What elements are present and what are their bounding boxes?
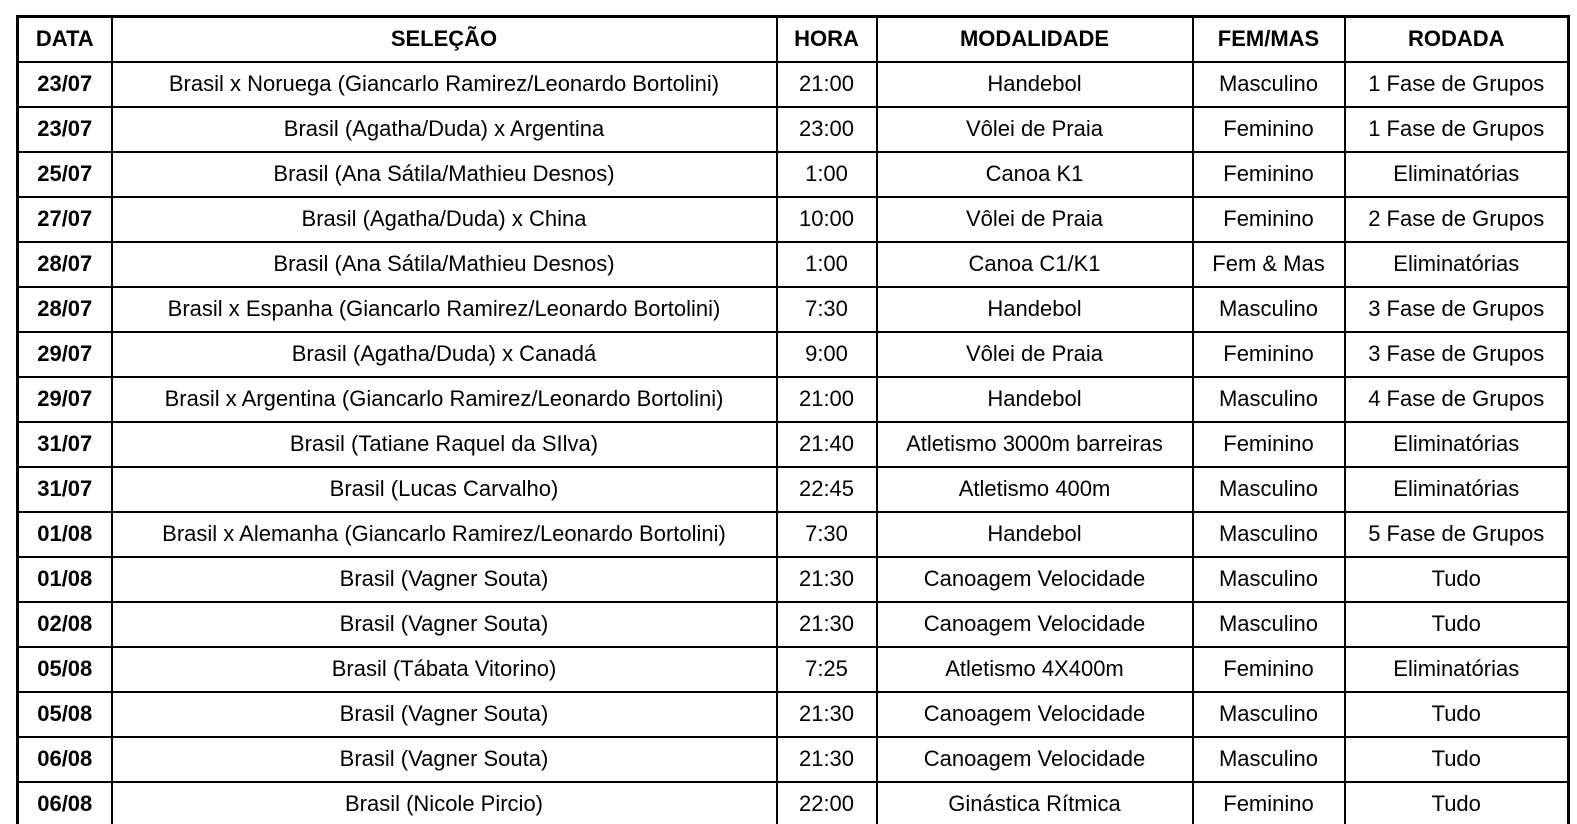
cell-selecao: Brasil (Agatha/Duda) x Argentina bbox=[112, 107, 777, 152]
cell-rodada: 5 Fase de Grupos bbox=[1345, 512, 1569, 557]
cell-modalidade: Canoa K1 bbox=[877, 152, 1193, 197]
cell-selecao: Brasil (Ana Sátila/Mathieu Desnos) bbox=[112, 152, 777, 197]
cell-rodada: Tudo bbox=[1345, 602, 1569, 647]
table-row bbox=[18, 782, 1569, 824]
column-header-data: DATA bbox=[18, 17, 112, 63]
cell-fem_mas: Feminino bbox=[1193, 332, 1345, 377]
cell-rodada: Tudo bbox=[1345, 557, 1569, 602]
cell-rodada: 4 Fase de Grupos bbox=[1345, 377, 1569, 422]
cell-hora: 9:00 bbox=[777, 332, 877, 377]
cell-hora: 1:00 bbox=[777, 152, 877, 197]
table-row bbox=[18, 287, 1569, 332]
cell-modalidade: Handebol bbox=[877, 62, 1193, 107]
cell-fem_mas: Feminino bbox=[1193, 782, 1345, 824]
cell-selecao: Brasil (Tábata Vitorino) bbox=[112, 647, 777, 692]
column-header-hora: HORA bbox=[777, 17, 877, 63]
cell-fem_mas: Masculino bbox=[1193, 557, 1345, 602]
cell-fem_mas: Feminino bbox=[1193, 422, 1345, 467]
cell-date: 06/08 bbox=[18, 782, 112, 824]
cell-fem_mas: Masculino bbox=[1193, 62, 1345, 107]
cell-fem_mas: Feminino bbox=[1193, 152, 1345, 197]
cell-date: 29/07 bbox=[18, 377, 112, 422]
table-row bbox=[18, 557, 1569, 602]
cell-hora: 7:30 bbox=[777, 287, 877, 332]
column-header-selecao: SELEÇÃO bbox=[112, 17, 777, 63]
cell-modalidade: Ginástica Rítmica bbox=[877, 782, 1193, 824]
cell-selecao: Brasil (Lucas Carvalho) bbox=[112, 467, 777, 512]
cell-selecao: Brasil x Alemanha (Giancarlo Ramirez/Leonardo Bortolini) bbox=[112, 512, 777, 557]
cell-fem_mas: Feminino bbox=[1193, 647, 1345, 692]
cell-hora: 22:45 bbox=[777, 467, 877, 512]
cell-selecao: Brasil x Noruega (Giancarlo Ramirez/Leonardo Bortolini) bbox=[112, 62, 777, 107]
cell-selecao: Brasil (Ana Sátila/Mathieu Desnos) bbox=[112, 242, 777, 287]
table-row bbox=[18, 107, 1569, 152]
table-row bbox=[18, 242, 1569, 287]
cell-modalidade: Canoagem Velocidade bbox=[877, 692, 1193, 737]
cell-date: 23/07 bbox=[18, 107, 112, 152]
cell-date: 28/07 bbox=[18, 242, 112, 287]
cell-rodada: Tudo bbox=[1345, 692, 1569, 737]
cell-modalidade: Handebol bbox=[877, 377, 1193, 422]
cell-modalidade: Canoagem Velocidade bbox=[877, 737, 1193, 782]
cell-fem_mas: Masculino bbox=[1193, 512, 1345, 557]
table-row bbox=[18, 647, 1569, 692]
cell-modalidade: Vôlei de Praia bbox=[877, 107, 1193, 152]
table-row bbox=[18, 62, 1569, 107]
cell-fem_mas: Masculino bbox=[1193, 692, 1345, 737]
cell-hora: 7:30 bbox=[777, 512, 877, 557]
table-row bbox=[18, 422, 1569, 467]
cell-date: 01/08 bbox=[18, 512, 112, 557]
table-row bbox=[18, 197, 1569, 242]
cell-fem_mas: Masculino bbox=[1193, 377, 1345, 422]
cell-rodada: Eliminatórias bbox=[1345, 467, 1569, 512]
cell-selecao: Brasil (Vagner Souta) bbox=[112, 737, 777, 782]
cell-date: 01/08 bbox=[18, 557, 112, 602]
cell-date: 23/07 bbox=[18, 62, 112, 107]
cell-date: 29/07 bbox=[18, 332, 112, 377]
cell-fem_mas: Masculino bbox=[1193, 602, 1345, 647]
cell-hora: 21:00 bbox=[777, 377, 877, 422]
cell-fem_mas: Feminino bbox=[1193, 107, 1345, 152]
table-row bbox=[18, 692, 1569, 737]
cell-date: 28/07 bbox=[18, 287, 112, 332]
cell-modalidade: Canoagem Velocidade bbox=[877, 557, 1193, 602]
cell-hora: 7:25 bbox=[777, 647, 877, 692]
cell-modalidade: Vôlei de Praia bbox=[877, 197, 1193, 242]
cell-hora: 21:30 bbox=[777, 557, 877, 602]
cell-date: 06/08 bbox=[18, 737, 112, 782]
cell-selecao: Brasil (Agatha/Duda) x Canadá bbox=[112, 332, 777, 377]
cell-selecao: Brasil (Agatha/Duda) x China bbox=[112, 197, 777, 242]
cell-hora: 21:30 bbox=[777, 737, 877, 782]
cell-modalidade: Handebol bbox=[877, 287, 1193, 332]
cell-modalidade: Atletismo 4X400m bbox=[877, 647, 1193, 692]
column-header-fem-mas: FEM/MAS bbox=[1193, 17, 1345, 63]
cell-hora: 1:00 bbox=[777, 242, 877, 287]
cell-date: 27/07 bbox=[18, 197, 112, 242]
cell-fem_mas: Feminino bbox=[1193, 197, 1345, 242]
column-header-modalidade: MODALIDADE bbox=[877, 17, 1193, 63]
cell-rodada: Tudo bbox=[1345, 782, 1569, 824]
cell-selecao: Brasil (Vagner Souta) bbox=[112, 557, 777, 602]
header-row bbox=[18, 17, 1569, 63]
cell-hora: 22:00 bbox=[777, 782, 877, 824]
cell-date: 31/07 bbox=[18, 467, 112, 512]
cell-selecao: Brasil (Vagner Souta) bbox=[112, 692, 777, 737]
column-header-rodada: RODADA bbox=[1345, 17, 1569, 63]
cell-rodada: Tudo bbox=[1345, 737, 1569, 782]
cell-rodada: 3 Fase de Grupos bbox=[1345, 332, 1569, 377]
cell-date: 02/08 bbox=[18, 602, 112, 647]
cell-rodada: Eliminatórias bbox=[1345, 422, 1569, 467]
cell-hora: 10:00 bbox=[777, 197, 877, 242]
cell-modalidade: Canoagem Velocidade bbox=[877, 602, 1193, 647]
cell-rodada: 1 Fase de Grupos bbox=[1345, 107, 1569, 152]
cell-hora: 21:30 bbox=[777, 692, 877, 737]
cell-hora: 21:00 bbox=[777, 62, 877, 107]
cell-selecao: Brasil (Vagner Souta) bbox=[112, 602, 777, 647]
cell-hora: 21:30 bbox=[777, 602, 877, 647]
cell-date: 05/08 bbox=[18, 692, 112, 737]
cell-rodada: 3 Fase de Grupos bbox=[1345, 287, 1569, 332]
cell-modalidade: Vôlei de Praia bbox=[877, 332, 1193, 377]
cell-selecao: Brasil x Argentina (Giancarlo Ramirez/Leonardo Bortolini) bbox=[112, 377, 777, 422]
table-row bbox=[18, 152, 1569, 197]
table-row bbox=[18, 332, 1569, 377]
schedule-table bbox=[16, 15, 1570, 824]
cell-selecao: Brasil (Nicole Pircio) bbox=[112, 782, 777, 824]
cell-date: 31/07 bbox=[18, 422, 112, 467]
table-row bbox=[18, 512, 1569, 557]
cell-rodada: Eliminatórias bbox=[1345, 242, 1569, 287]
cell-fem_mas: Masculino bbox=[1193, 467, 1345, 512]
table-row bbox=[18, 602, 1569, 647]
table-row bbox=[18, 377, 1569, 422]
schedule-table-body bbox=[18, 62, 1569, 824]
table-row bbox=[18, 737, 1569, 782]
cell-fem_mas: Masculino bbox=[1193, 287, 1345, 332]
cell-fem_mas: Masculino bbox=[1193, 737, 1345, 782]
cell-modalidade: Handebol bbox=[877, 512, 1193, 557]
table-row bbox=[18, 467, 1569, 512]
cell-modalidade: Atletismo 400m bbox=[877, 467, 1193, 512]
cell-date: 25/07 bbox=[18, 152, 112, 197]
cell-modalidade: Atletismo 3000m barreiras bbox=[877, 422, 1193, 467]
cell-modalidade: Canoa C1/K1 bbox=[877, 242, 1193, 287]
cell-hora: 23:00 bbox=[777, 107, 877, 152]
cell-selecao: Brasil x Espanha (Giancarlo Ramirez/Leonardo Bortolini) bbox=[112, 287, 777, 332]
cell-rodada: Eliminatórias bbox=[1345, 647, 1569, 692]
cell-selecao: Brasil (Tatiane Raquel da SIlva) bbox=[112, 422, 777, 467]
cell-date: 05/08 bbox=[18, 647, 112, 692]
cell-rodada: Eliminatórias bbox=[1345, 152, 1569, 197]
cell-hora: 21:40 bbox=[777, 422, 877, 467]
cell-rodada: 1 Fase de Grupos bbox=[1345, 62, 1569, 107]
cell-rodada: 2 Fase de Grupos bbox=[1345, 197, 1569, 242]
cell-fem_mas: Fem & Mas bbox=[1193, 242, 1345, 287]
